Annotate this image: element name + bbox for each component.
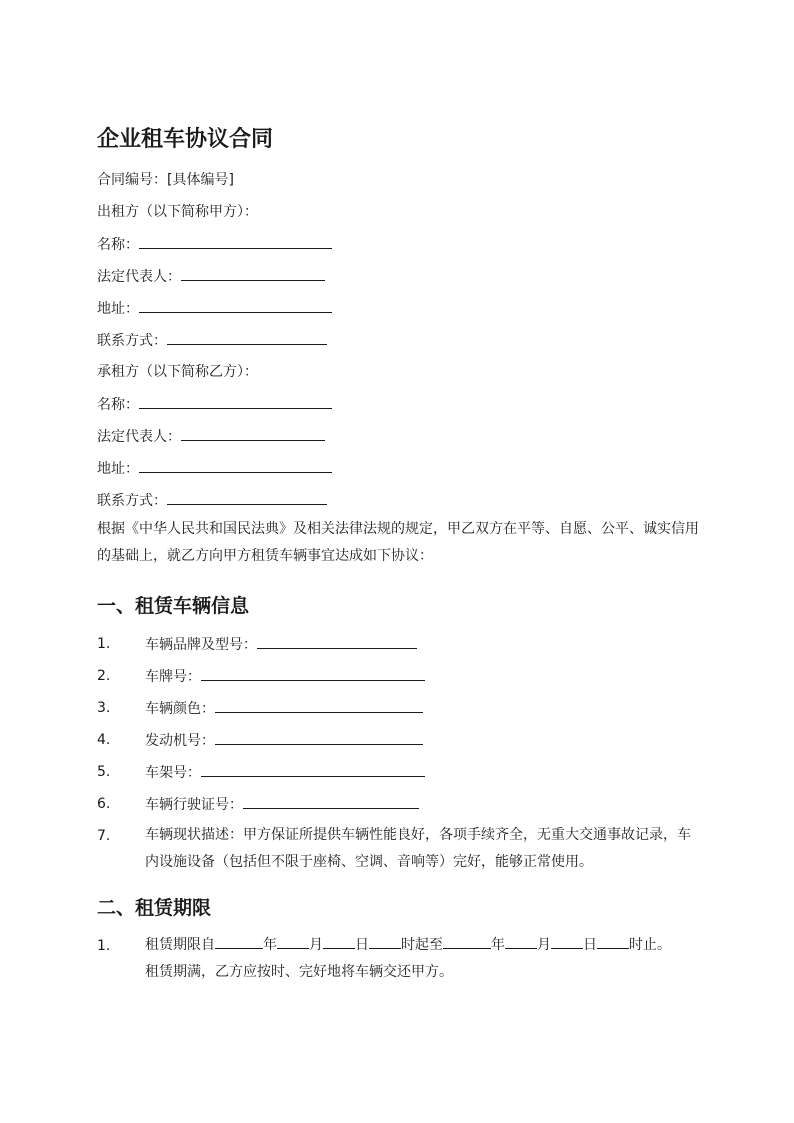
vehicle-color-blank[interactable] (215, 698, 423, 713)
brand-model-blank[interactable] (257, 634, 417, 649)
lessor-heading: 出租方（以下简称甲方）： (97, 204, 258, 220)
contract-number: 合同编号：[具体编号] (97, 172, 234, 188)
list-number: 4. (97, 732, 111, 748)
lessor-name-blank[interactable] (139, 234, 332, 249)
item-label: 车辆颜色： (145, 701, 215, 717)
field-label: 名称： (97, 237, 139, 253)
list-number: 1. (97, 938, 111, 954)
list-number: 2. (97, 668, 111, 684)
lessee-name-row (97, 394, 332, 415)
lessee-contact-row (97, 490, 327, 511)
lessor-contact-blank[interactable] (167, 330, 327, 345)
lessee-legal-rep-row (97, 426, 325, 447)
lessor-address-blank[interactable] (139, 298, 332, 313)
document-title: 企业租车协议合同 (97, 127, 274, 152)
lessee-heading: 承租方（以下简称乙方）： (97, 364, 258, 380)
list-number: 7. (97, 828, 111, 844)
field-label: 法定代表人： (97, 269, 181, 285)
list-number: 1. (97, 636, 111, 652)
field-label: 联系方式： (97, 333, 167, 349)
vehicle-condition-text: 车辆现状描述：甲方保证所提供车辆性能良好，各项手续齐全，无重大交通事故记录，车内设施设备（包括但不限于座椅、空调、音响等）完好，能够正常使用。 (145, 827, 691, 870)
section1-heading: 一、租赁车辆信息 (97, 595, 250, 617)
lessee-address-row (97, 458, 332, 479)
end-hour-blank[interactable] (597, 934, 629, 949)
lessee-address-blank[interactable] (139, 458, 332, 473)
lessor-contact-row (97, 330, 327, 351)
list-number: 5. (97, 764, 111, 780)
lessee-legal-rep-blank[interactable] (181, 426, 325, 441)
plate-number-blank[interactable] (201, 666, 425, 681)
item-label: 车牌号： (145, 669, 201, 685)
lessor-name-row (97, 234, 332, 255)
lease-period-text: 租赁期限自 年 月 日 时起至 年 月 日 时止。 租赁期满，乙方应按时、完好地将车辆交还甲方。 (145, 932, 697, 986)
field-label: 联系方式： (97, 493, 167, 509)
field-label: 名称： (97, 397, 139, 413)
item-label: 车辆品牌及型号： (145, 637, 257, 653)
start-hour-blank[interactable] (369, 934, 401, 949)
field-label: 法定代表人： (97, 429, 181, 445)
field-label: 地址： (97, 461, 139, 477)
end-month-blank[interactable] (505, 934, 537, 949)
lessee-name-blank[interactable] (139, 394, 332, 409)
lessor-legal-rep-blank[interactable] (181, 266, 325, 281)
list-number: 6. (97, 796, 111, 812)
item-label: 车架号： (145, 765, 201, 781)
field-label: 地址： (97, 301, 139, 317)
end-day-blank[interactable] (551, 934, 583, 949)
start-year-blank[interactable] (215, 934, 263, 949)
start-day-blank[interactable] (323, 934, 355, 949)
list-number: 3. (97, 700, 111, 716)
item-label: 车辆行驶证号： (145, 797, 243, 813)
license-number-blank[interactable] (243, 794, 419, 809)
lessor-legal-rep-row (97, 266, 325, 287)
end-year-blank[interactable] (443, 934, 491, 949)
section2-heading: 二、租赁期限 (97, 897, 212, 919)
item-label: 发动机号： (145, 733, 215, 749)
return-clause: 租赁期满，乙方应按时、完好地将车辆交还甲方。 (145, 964, 453, 980)
lessee-contact-blank[interactable] (167, 490, 327, 505)
lessor-address-row (97, 298, 332, 319)
start-month-blank[interactable] (277, 934, 309, 949)
engine-number-blank[interactable] (215, 730, 423, 745)
vin-blank[interactable] (201, 762, 425, 777)
intro-paragraph: 根据《中华人民共和国民法典》及相关法律法规的规定，甲乙双方在平等、自愿、公平、诚实信用的基础上，就乙方向甲方租赁车辆事宜达成如下协议： (97, 521, 699, 564)
